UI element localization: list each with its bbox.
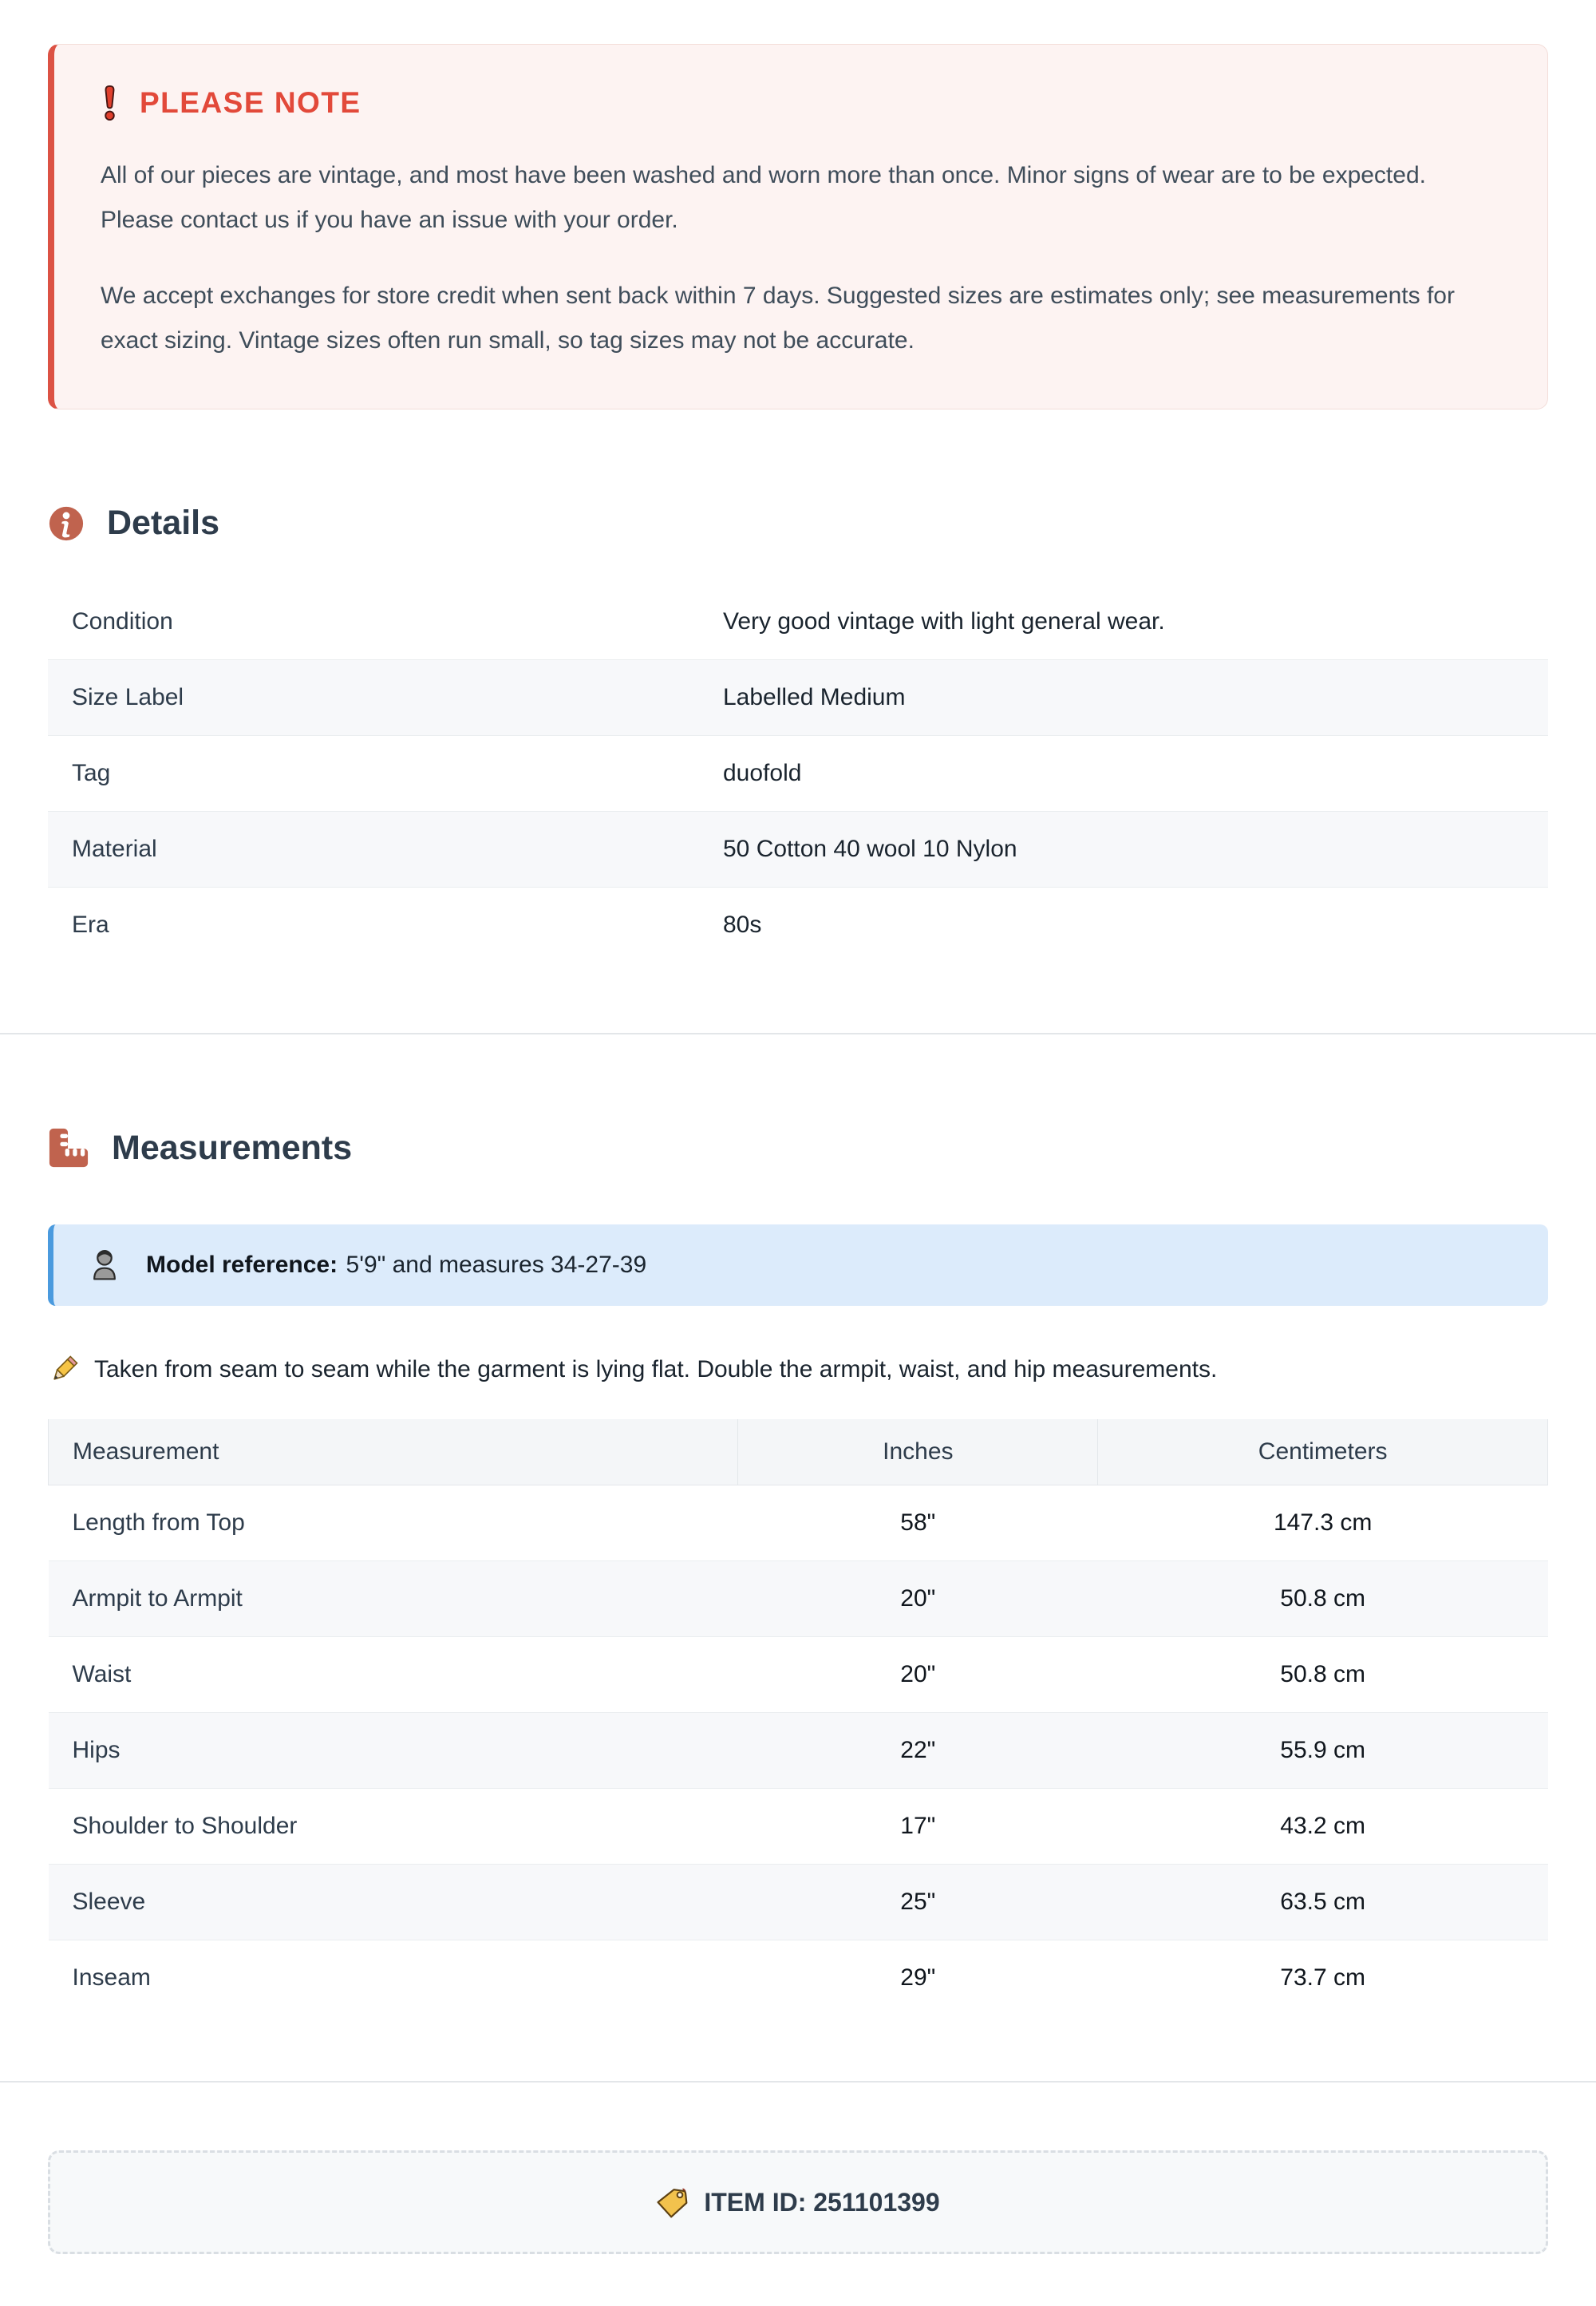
- measurement-centimeters: 55.9 cm: [1280, 1737, 1365, 1763]
- column-header-measurement: Measurement: [49, 1419, 738, 1485]
- measurement-centimeters: 63.5 cm: [1280, 1889, 1365, 1915]
- measurements-header-row: [49, 1419, 1548, 1485]
- details-row: [48, 812, 1548, 888]
- pencil-icon: [48, 1354, 80, 1386]
- please-note-title: PLEASE NOTE: [140, 86, 361, 119]
- details-value: duofold: [723, 760, 802, 786]
- item-id-text: ITEM ID: 251101399: [704, 2187, 940, 2217]
- details-row: [48, 660, 1548, 736]
- measurement-centimeters: 50.8 cm: [1280, 1585, 1365, 1612]
- note-paragraph-1: All of our pieces are vintage, and most have been washed and worn more than once. Minor signs of wear are to be expected. Please contact us if you have an issue with your order.: [101, 162, 1426, 233]
- details-value: Very good vintage with light general wear.: [723, 608, 1165, 635]
- measurement-centimeters: 147.3 cm: [1273, 1509, 1373, 1536]
- exclamation-icon: [101, 85, 119, 121]
- measuring-method-text: Taken from seam to seam while the garment is lying flat. Double the armpit, waist, and hip measurements.: [94, 1356, 1218, 1382]
- person-icon: [87, 1248, 122, 1283]
- measuring-method-note: [48, 1354, 1548, 1386]
- details-section-heading: [48, 504, 1548, 543]
- measurement-row: [49, 1940, 1548, 2016]
- section-divider: [0, 2081, 1596, 2083]
- measurements-title: Measurements: [112, 1128, 353, 1167]
- measurement-name: Armpit to Armpit: [72, 1585, 243, 1612]
- note-paragraph-2: We accept exchanges for store credit when sent back within 7 days. Suggested sizes are estimates only; see measurements for exact sizing. Vintage sizes often run small, so tag sizes may not be accurate.: [101, 283, 1455, 354]
- details-label: Material: [72, 836, 157, 862]
- please-note-title-row: [101, 85, 1503, 121]
- measurement-inches: 22": [900, 1737, 936, 1763]
- model-reference-callout: [48, 1224, 1548, 1306]
- column-header-inches: Inches: [738, 1419, 1098, 1485]
- info-icon: [48, 505, 85, 542]
- details-value: 50 Cotton 40 wool 10 Nylon: [723, 836, 1017, 862]
- measurement-inches: 17": [900, 1813, 936, 1839]
- measurement-inches: 20": [900, 1585, 936, 1612]
- measurements-section-heading: [48, 1127, 1548, 1169]
- details-row: [48, 888, 1548, 963]
- measurement-name: Inseam: [72, 1964, 151, 1991]
- measurement-row: [49, 1713, 1548, 1789]
- measurement-inches: 25": [900, 1889, 936, 1915]
- measurement-row: [49, 1561, 1548, 1637]
- column-header-centimeters: Centimeters: [1098, 1419, 1548, 1485]
- measurement-inches: 29": [900, 1964, 936, 1991]
- measurement-centimeters: 50.8 cm: [1280, 1661, 1365, 1687]
- details-label: Tag: [72, 760, 111, 786]
- measurement-name: Hips: [72, 1737, 120, 1763]
- measurement-name: Shoulder to Shoulder: [72, 1813, 298, 1839]
- section-divider: [0, 1033, 1596, 1034]
- model-reference-value: 5'9" and measures 34-27-39: [346, 1252, 647, 1278]
- details-label: Era: [72, 912, 109, 938]
- measurement-row: [49, 1637, 1548, 1713]
- details-row: [48, 736, 1548, 812]
- item-id-box: [48, 2150, 1548, 2254]
- details-title: Details: [107, 504, 220, 542]
- details-label: Condition: [72, 608, 173, 635]
- model-reference-label: Model reference:: [146, 1252, 338, 1278]
- please-note-box: [48, 44, 1548, 409]
- measurement-inches: 58": [900, 1509, 936, 1536]
- measurement-row: [49, 1485, 1548, 1561]
- ruler-icon: [48, 1127, 89, 1169]
- measurement-row: [49, 1789, 1548, 1865]
- details-value: 80s: [723, 912, 762, 938]
- measurement-row: [49, 1865, 1548, 1940]
- measurement-centimeters: 73.7 cm: [1280, 1964, 1365, 1991]
- details-table: [48, 584, 1548, 963]
- measurements-table: [48, 1419, 1548, 2015]
- measurement-inches: 20": [900, 1661, 936, 1687]
- measurement-name: Waist: [72, 1661, 132, 1687]
- measurement-centimeters: 43.2 cm: [1280, 1813, 1365, 1839]
- measurement-name: Sleeve: [72, 1889, 146, 1915]
- details-row: [48, 584, 1548, 660]
- measurement-name: Length from Top: [72, 1509, 245, 1536]
- tag-icon: [656, 2186, 688, 2218]
- details-label: Size Label: [72, 684, 184, 710]
- details-value: Labelled Medium: [723, 684, 906, 710]
